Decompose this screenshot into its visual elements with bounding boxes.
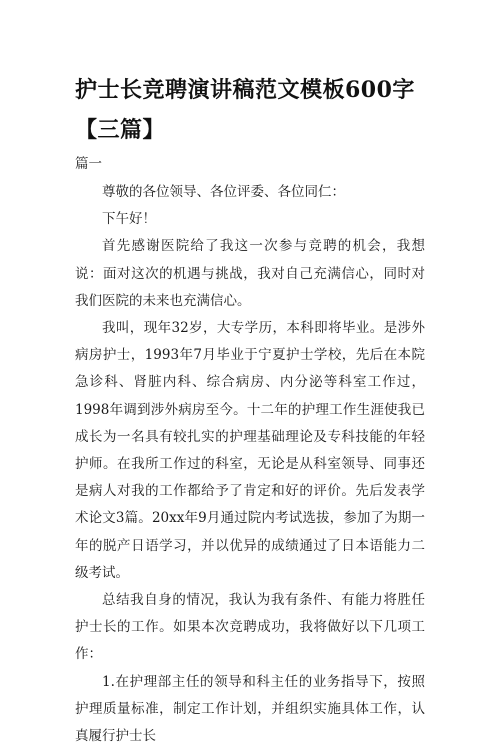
section-label: 篇一 [75, 156, 102, 172]
paragraph-thanks: 首先感谢医院给了我这一次参与竞聘的机会，我想说：面对这次的机遇与挑战，我对自己充满信心，同时对我们医院的未来也充满信心。 [75, 238, 425, 309]
paragraph-introduction: 我叫，现年32岁，大专学历，本科即将毕业。是涉外病房护士，1993年7月毕业于宁夏护士学校，先后在本院急诊科、肾脏内科、综合病房、内分泌等科室工作过，1998年调到涉外病房至今。十二年的护理工作生涯使我已成长为一名具有较扎实的护理基础理论及专科技能的年轻护师。在我所工作过的科室，无论是从科室领导、同事还是病人对我的工作都给予了肯定和好的评价。先后发表学术论文3篇。20xx年9月通过院内考试选拔，参加了为期一年的脱产日语学习，并以优异的成绩通过了日本语能力二级考试。 [75, 320, 425, 581]
paragraph-summary: 总结我自身的情况，我认为我有条件、有能力将胜任护士长的工作。如果本次竞聘成功，我将做好以下几项工作： [75, 592, 425, 663]
paragraph-greeting: 下午好！ [102, 211, 156, 228]
document-body [75, 179, 425, 750]
paragraph-plan-item: 1.在护理部主任的领导和科主任的业务指导下，按照护理质量标准，制定工作计划，并组织实施具体工作，认真履行护士长 [75, 673, 425, 745]
document-title: 护士长竞聘演讲稿范文模板600字【三篇】 [75, 77, 415, 143]
paragraph-salutation: 尊敬的各位领导、各位评委、各位同仁： [102, 184, 345, 200]
